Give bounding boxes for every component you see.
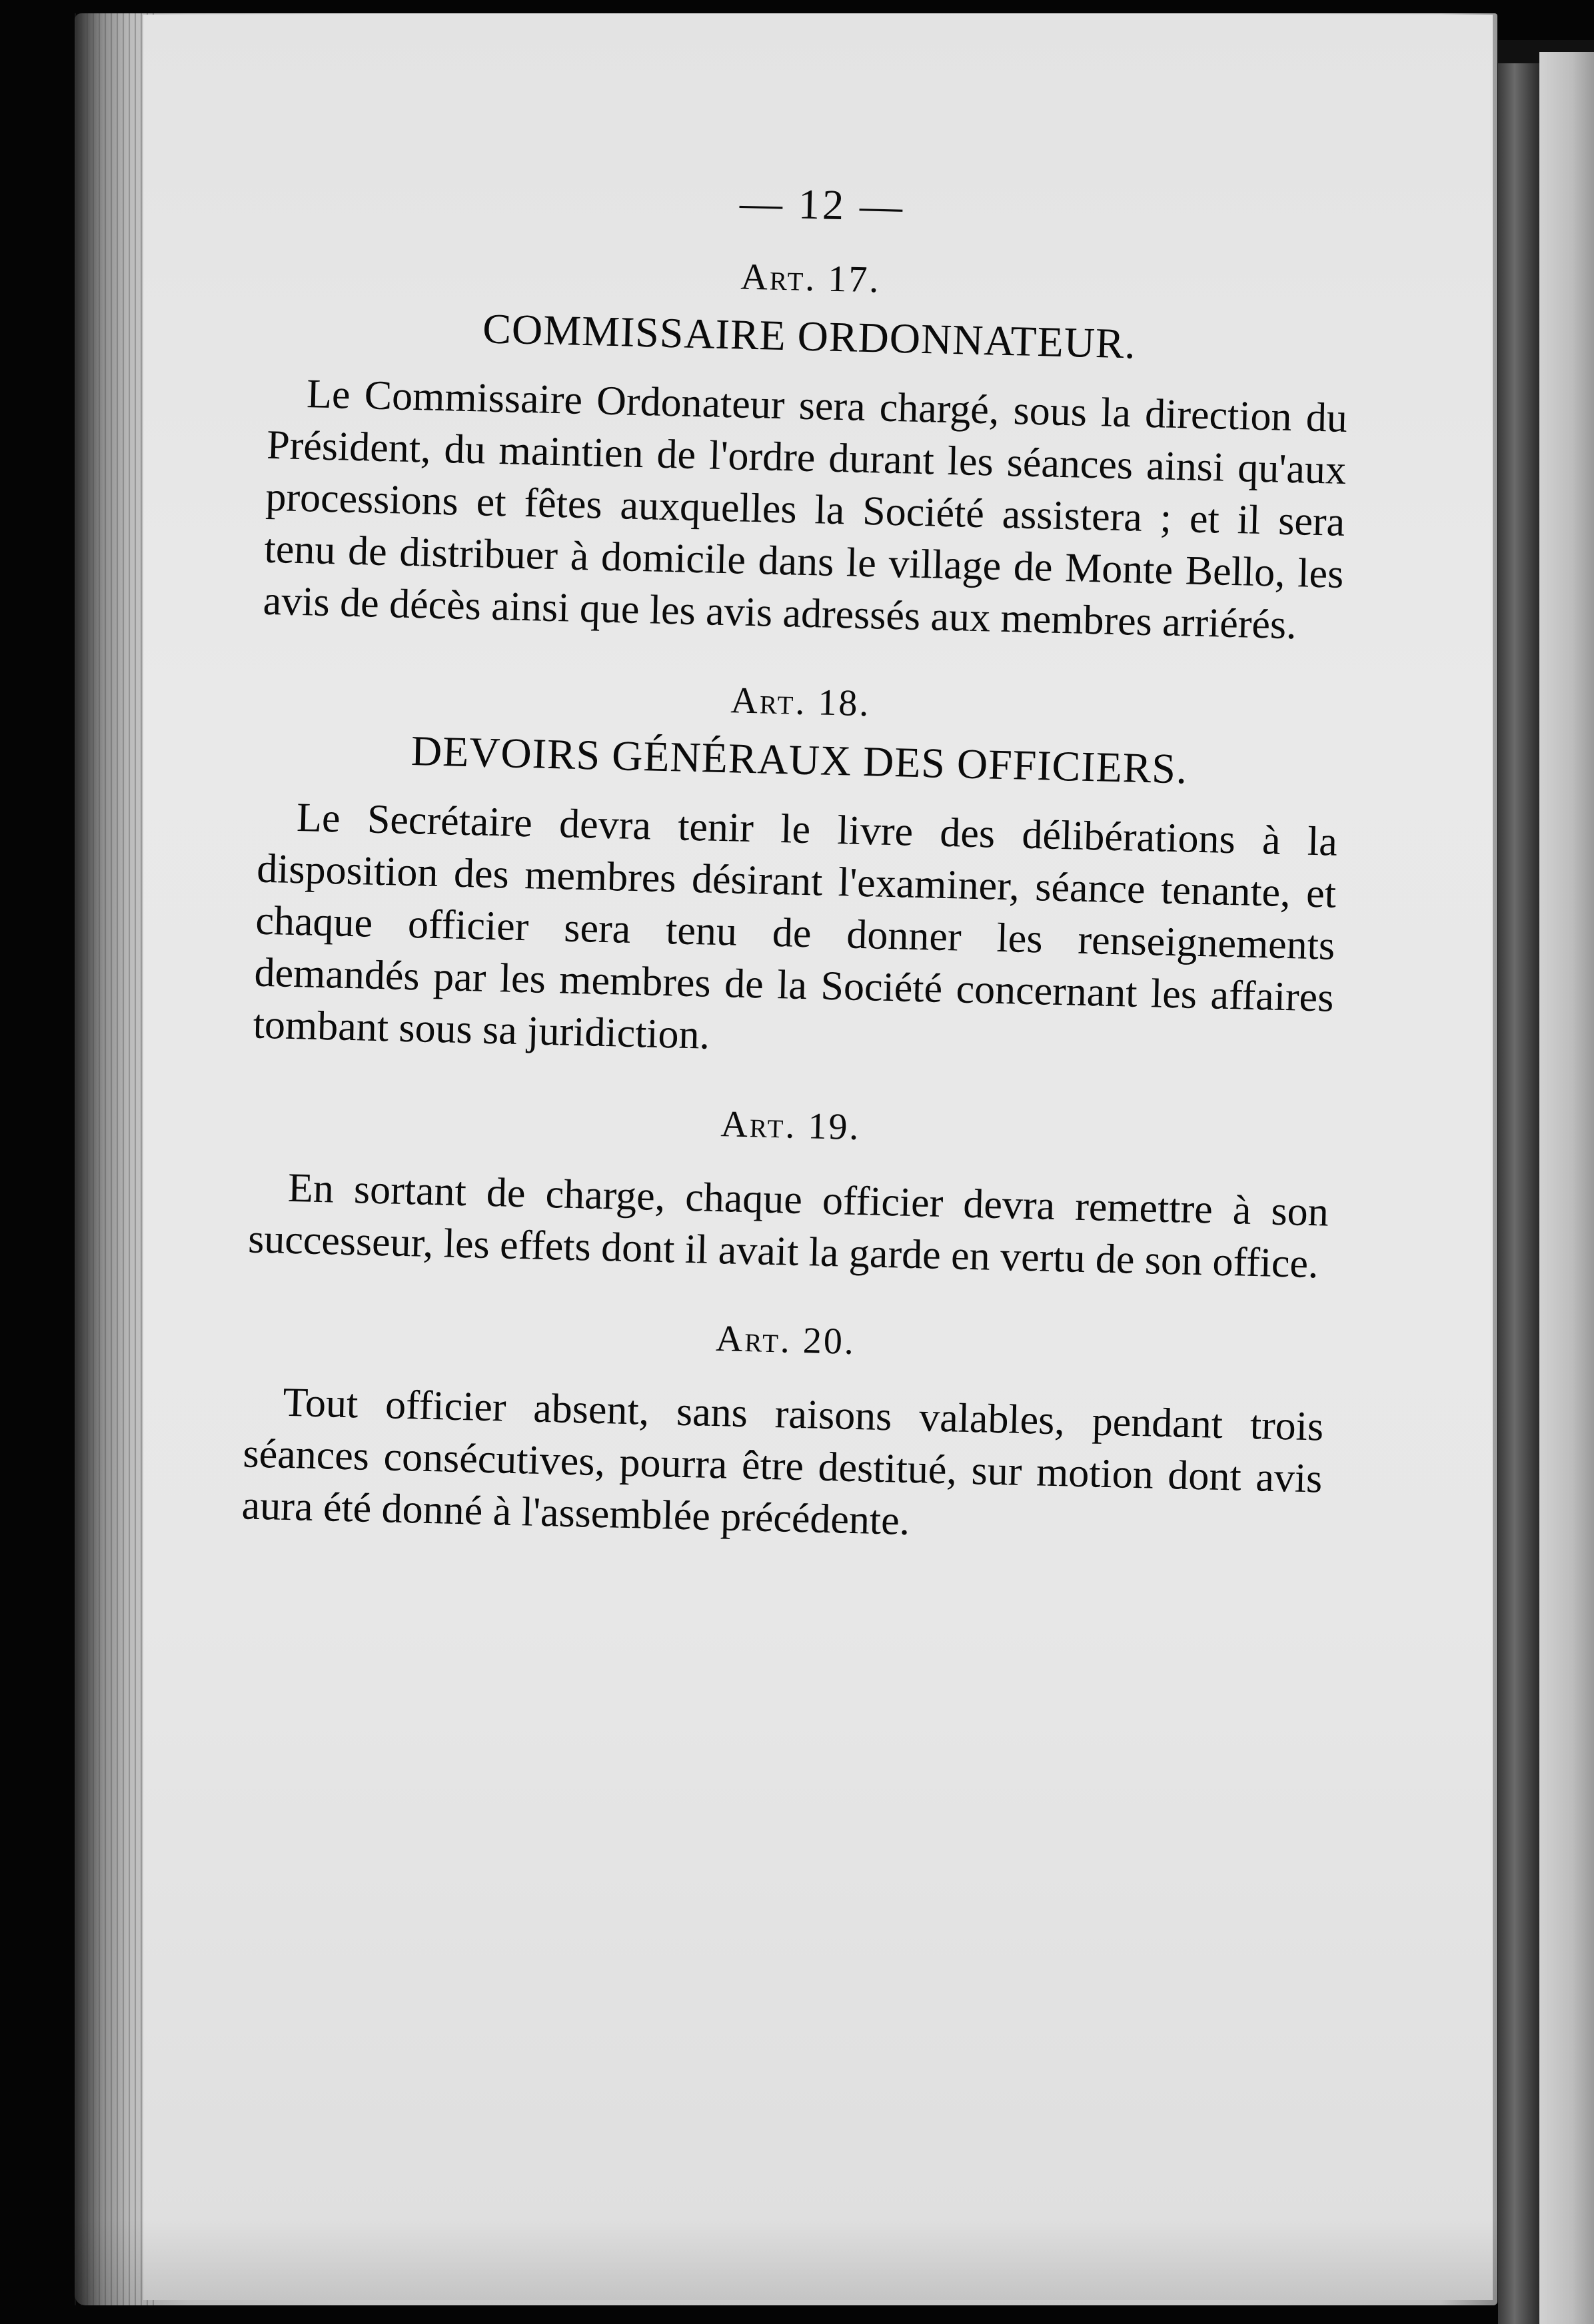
facing-page: [1539, 52, 1594, 2324]
article-20-text: Tout officier absent, sans raisons valables, pendant trois séances consécutives, pourra être destitué, sur motion dont avis aura été donné à l'assemblée précédente.: [241, 1379, 1324, 1544]
article-20-heading: Art. 20.: [715, 1318, 856, 1363]
article-19-text: En sortant de charge, chaque officier devra remettre à son successeur, les effets dont il avait la garde en vertu de son office.: [247, 1165, 1329, 1287]
article-18-heading: Art. 18.: [730, 680, 872, 725]
article-17-heading: Art. 17.: [740, 256, 882, 301]
page-number: — 12 —: [739, 179, 906, 231]
article-19-heading: Art. 19.: [720, 1103, 862, 1149]
page-edges: [75, 13, 155, 2305]
article-17-text: Le Commissaire Ordonateur sera chargé, sous la direction du Président, du maintien de l'ordre durant les séances ainsi qu'aux processions et fêtes auxquelles la Société assistera ; et il sera tenu de distribuer à domicile dans le village de Monte Bello, les avis de décès ainsi que les avis adressés aux membres arriérés.: [263, 371, 1348, 648]
facing-page-edge: [1498, 63, 1539, 2324]
article-18-title: DEVOIRS GÉNÉRAUX DES OFFICIERS.: [410, 727, 1188, 793]
article-17-title: COMMISSAIRE ORDONNATEUR.: [482, 304, 1137, 368]
page-text: [241, 167, 1353, 1557]
page-shadow: [75, 2219, 1497, 2305]
article-18-text: Le Secrétaire devra tenir le livre des délibérations à la disposition des membres désirant l'examiner, séance tenante, et chaque officier sera tenu de donner les renseignements demandés par les membres de la Société concernant les affaires tombant sous sa juridiction.: [253, 795, 1338, 1058]
